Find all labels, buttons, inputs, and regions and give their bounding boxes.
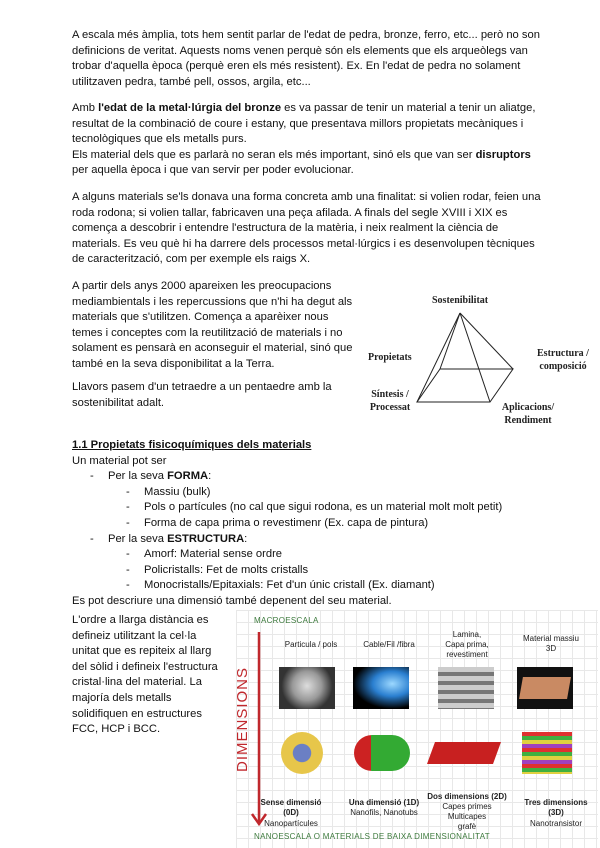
nano-subtitle: Nanofils, Nanotubs (350, 808, 418, 817)
bulk-image (517, 667, 573, 709)
nano-title: Sense dimensió (0D) (260, 798, 322, 817)
bullet: - (126, 548, 130, 561)
bullet: - (126, 516, 130, 529)
label-propietats: Propietats (368, 352, 412, 363)
bullet: - (126, 563, 130, 576)
fiber-image (353, 667, 409, 709)
macro-label: Material massiu 3D (522, 634, 579, 653)
text: Monocristalls/Epitaxials: Fet d'un únic cristall (Ex. diamant) (144, 579, 435, 592)
text: Pols o partícules (no cal que sigui rodona, es un material molt molt petit) (144, 501, 503, 514)
paragraph-ages (72, 28, 542, 90)
text: Un material pot ser (72, 454, 167, 467)
text: Forma de capa prima o revestimenr (Ex. capa de pintura) (144, 516, 429, 529)
macro-label: Lamina, Capa prima, revestiment (445, 630, 489, 659)
label-aplicacions: Aplicacions/ Rendiment (501, 402, 555, 426)
paragraph-science (72, 190, 542, 268)
pyramid-diagram (360, 280, 600, 430)
list-item (72, 516, 572, 532)
bold-text: ESTRUCTURA (167, 532, 245, 545)
bullet: - (126, 501, 130, 514)
text: Amb (72, 102, 99, 114)
text: : (244, 532, 248, 545)
list-item (72, 485, 572, 501)
list-item (72, 500, 572, 516)
section-heading: 1.1 Propietats fisicoquímiques dels materials (72, 439, 312, 451)
bold-text: FORMA (167, 470, 209, 483)
bullet: - (126, 485, 130, 498)
label-estructura: Estructura / composició (537, 348, 589, 372)
nano-title: Una dimensió (1D) (348, 798, 420, 807)
paragraph-2000s (72, 279, 356, 373)
nanoparticle-image (281, 732, 323, 774)
nano-subtitle: Capes primes Multicapes grafè (442, 802, 492, 831)
text: Amorf: Material sense ordre (144, 548, 283, 561)
macroscale-label: MACROESCALA (254, 616, 319, 625)
text: A alguns materials se'ls donava una forma concreta amb una finalitat: si volien rodar, feien una roda rodona; si volien tallar, fabricaven una peça afilada. A finals del segle XVIII i XIX es comença a descobrir i entendre l'estructura de la matèria, i neix realment la ciència de materials. Es veu què hi ha darrere dels processos metal·lúrgics i es desenvolupen tècniques de caracterització, com per exemple els raigs X. (72, 191, 541, 266)
nanoscale-label: NANOESCALA O MATERIALS DE BAIXA DIMENSIONALITAT (254, 832, 490, 841)
paragraph-order (72, 613, 224, 738)
dimensions-axis-label: DIMENSIONS (234, 666, 251, 772)
text: Policristalls: Fet de molts cristalls (144, 563, 309, 576)
text: A partir dels anys 2000 apareixen les preocupacions mediambientals i les repercussions que n'hi ha degut als materials que s'utilitzen. Comença a aparèixer nous temes i conceptes com la reutilització de materials i no solament es pensarà en aconseguir el material, sinó que també en la seva disponibilitat a la Terra. (72, 280, 353, 370)
text: Es pot descriure una dimensió també depenent del seu material. (72, 594, 392, 607)
list-item (72, 563, 572, 579)
text: Massiu (bulk) (144, 485, 211, 498)
paragraph-pentaedre (72, 380, 342, 411)
text: L'ordre a llarga distància es defineiz utilitzant la cel·la unitat que es repiteix al llarg del sòlid i defineix l'estructura cristal·lina del material. La majoría dels metalls solidifiquen en estructures FCC, HCP i BCC. (72, 614, 218, 736)
macro-label: Cable/Fil /fibra (363, 640, 415, 649)
thin-film-image (438, 667, 494, 709)
macro-label: Particula / pols (284, 640, 338, 649)
bullet: - (126, 579, 130, 592)
powder-image (279, 667, 335, 709)
list-item (72, 532, 572, 548)
bold-text: disruptors (475, 148, 531, 161)
graphene-image (427, 742, 501, 764)
text (72, 148, 542, 179)
paragraph-bronze (72, 101, 542, 179)
text: Per la seva (108, 532, 168, 545)
dimensions-figure (236, 610, 598, 848)
text (72, 101, 542, 148)
nano-title: Dos dimensions (2D) (427, 792, 507, 801)
nano-title: Tres dimensions (3D) (524, 798, 588, 817)
text: Per la seva (108, 470, 168, 483)
text: per aquella època i que van servir per poder evolucionar. (72, 164, 354, 177)
text: A escala més àmplia, tots hem sentit parlar de l'edat de pedra, bronze, ferro, etc... però no son definicions de veritat. Aquests noms venen perquè són els elements que els arqueòlegs van trobar d'aquella època (perquè eren els més resistent). Ex. En l'edat de pedra no solament utilitzaven pedra, també pell, ossos, argila, etc... (72, 29, 540, 88)
nano-subtitle: Nanotransistor (529, 819, 583, 828)
nanotube-image (354, 735, 410, 771)
text: Llavors pasem d'un tetraedre a un pentaedre amb la sostenibilitat adalt. (72, 381, 332, 409)
text: : (208, 470, 212, 483)
list-item (72, 547, 572, 563)
nano-subtitle: Nanopartícules (264, 819, 318, 828)
bullet: - (90, 470, 94, 483)
bullet: - (90, 532, 94, 545)
section-properties (72, 438, 572, 610)
text: es va passar de tenir un material a tenir un aliatge, resultat de la combinació de coure i estany, que presentava millors propietats mecàniques i tecnològiques que els metalls purs. (72, 102, 536, 146)
label-sostenibilitat: Sostenibilitat (432, 295, 489, 306)
list-item (72, 469, 572, 485)
label-sintesis: Síntesis / Processat (369, 389, 411, 413)
nanotransistor-image (522, 732, 572, 774)
list-item (72, 578, 572, 594)
text: Els material dels que es parlarà no seran els més important, sinó els que van ser (72, 148, 476, 161)
bold-text: l'edat de la metal·lúrgia del bronze (98, 102, 282, 114)
